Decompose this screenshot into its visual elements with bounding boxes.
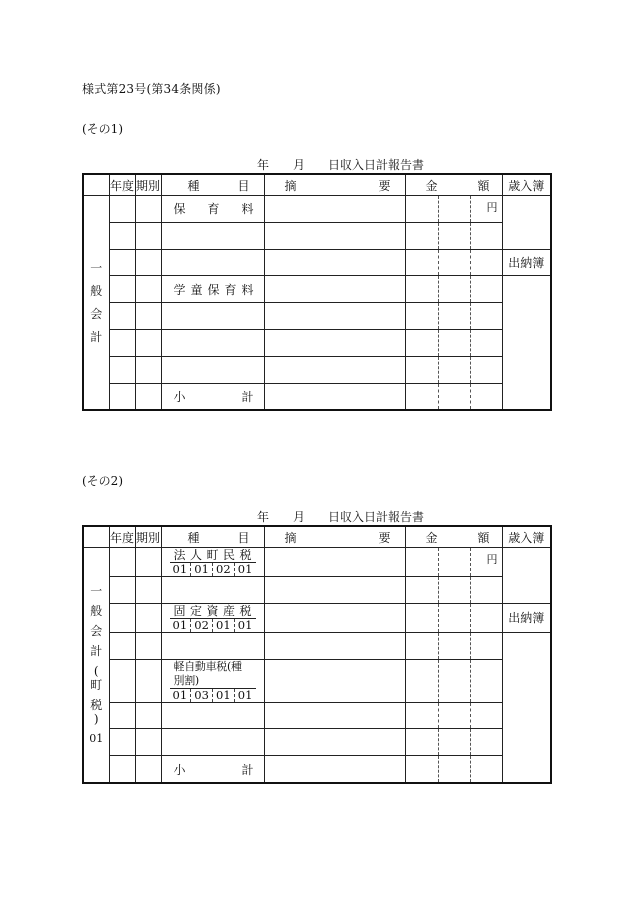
header-amount: 金 額 bbox=[405, 174, 502, 196]
table-row bbox=[83, 222, 551, 249]
table-header-row bbox=[83, 174, 551, 196]
part2-label: (その2) bbox=[82, 474, 123, 488]
summary-cell[interactable] bbox=[264, 222, 405, 249]
item-cell[interactable] bbox=[161, 632, 264, 659]
summary-cell[interactable] bbox=[264, 276, 405, 303]
item-cell[interactable] bbox=[161, 577, 264, 604]
ledger-book-label: 出納簿 bbox=[502, 249, 551, 276]
period-cell[interactable] bbox=[135, 303, 161, 330]
period-cell[interactable] bbox=[135, 659, 161, 702]
period-cell[interactable] bbox=[135, 548, 161, 577]
table-row bbox=[83, 196, 551, 223]
summary-cell[interactable] bbox=[264, 329, 405, 356]
table-row bbox=[83, 603, 551, 632]
amount-cell[interactable] bbox=[438, 329, 470, 356]
title-text: 日収入日計報告書 bbox=[328, 158, 425, 172]
fiscal-year-cell[interactable] bbox=[109, 729, 135, 756]
table-row bbox=[83, 577, 551, 604]
item-cell[interactable] bbox=[161, 356, 264, 383]
period-cell[interactable] bbox=[135, 276, 161, 303]
amount-cell[interactable] bbox=[405, 632, 438, 659]
amount-cell[interactable] bbox=[405, 276, 438, 303]
amount-cell[interactable] bbox=[470, 756, 502, 783]
item-subtotal: 小 計 bbox=[161, 383, 264, 410]
amount-cell[interactable] bbox=[405, 729, 438, 756]
amount-cell[interactable] bbox=[438, 756, 470, 783]
account-code: 01 02 01 01 bbox=[170, 619, 256, 632]
amount-cell[interactable] bbox=[438, 729, 470, 756]
part1-label: (その1) bbox=[82, 122, 123, 136]
title-text: 日収入日計報告書 bbox=[328, 510, 425, 524]
header-summary: 摘 要 bbox=[264, 174, 405, 196]
header-income-book: 歳入簿 bbox=[502, 526, 551, 548]
amount-cell[interactable] bbox=[438, 632, 470, 659]
amount-cell[interactable] bbox=[438, 659, 470, 702]
amount-cell[interactable] bbox=[470, 702, 502, 729]
amount-cell[interactable] bbox=[438, 196, 470, 223]
table-row bbox=[83, 632, 551, 659]
fiscal-year-cell[interactable] bbox=[109, 303, 135, 330]
table-row bbox=[83, 329, 551, 356]
period-cell[interactable] bbox=[135, 577, 161, 604]
summary-cell[interactable] bbox=[264, 548, 405, 577]
amount-cell[interactable] bbox=[405, 577, 438, 604]
part1-report-title bbox=[0, 156, 630, 172]
header-fiscal-year: 年度 bbox=[109, 526, 135, 548]
amount-cell[interactable] bbox=[470, 356, 502, 383]
fiscal-year-cell[interactable] bbox=[109, 249, 135, 276]
table-row bbox=[83, 548, 551, 577]
table-row bbox=[83, 756, 551, 783]
period-cell[interactable] bbox=[135, 383, 161, 410]
table-row bbox=[83, 702, 551, 729]
amount-cell[interactable] bbox=[405, 356, 438, 383]
amount-cell[interactable] bbox=[470, 329, 502, 356]
period-cell[interactable] bbox=[135, 756, 161, 783]
amount-cell[interactable] bbox=[405, 603, 438, 632]
part1-report-table bbox=[82, 173, 552, 411]
amount-cell[interactable] bbox=[470, 383, 502, 410]
table-row bbox=[83, 356, 551, 383]
period-cell[interactable] bbox=[135, 632, 161, 659]
fiscal-year-cell[interactable] bbox=[109, 196, 135, 223]
amount-cell[interactable] bbox=[470, 303, 502, 330]
period-cell[interactable] bbox=[135, 729, 161, 756]
account-name-vertical: 一 般 会 計 ( 町 税 ) 01 bbox=[83, 548, 109, 783]
form-number-label: 様式第23号(第34条関係) bbox=[82, 82, 221, 96]
income-book-check-cell[interactable] bbox=[502, 548, 551, 604]
header-amount: 金 額 bbox=[405, 526, 502, 548]
fiscal-year-cell[interactable] bbox=[109, 577, 135, 604]
item-cell[interactable] bbox=[161, 249, 264, 276]
amount-cell[interactable] bbox=[438, 222, 470, 249]
table-row bbox=[83, 249, 551, 276]
header-period: 期別 bbox=[135, 526, 161, 548]
period-cell[interactable] bbox=[135, 603, 161, 632]
amount-cell[interactable] bbox=[470, 659, 502, 702]
amount-cell[interactable] bbox=[405, 756, 438, 783]
item-cell[interactable] bbox=[161, 222, 264, 249]
amount-cell[interactable] bbox=[470, 548, 502, 577]
amount-cell[interactable] bbox=[470, 222, 502, 249]
amount-cell[interactable] bbox=[470, 729, 502, 756]
amount-cell[interactable] bbox=[438, 548, 470, 577]
item-cell[interactable] bbox=[161, 329, 264, 356]
amount-cell[interactable] bbox=[405, 659, 438, 702]
item-cell[interactable] bbox=[161, 702, 264, 729]
header-fiscal-year: 年度 bbox=[109, 174, 135, 196]
summary-cell[interactable] bbox=[264, 383, 405, 410]
summary-cell[interactable] bbox=[264, 632, 405, 659]
item-cell[interactable] bbox=[161, 729, 264, 756]
header-item: 種 目 bbox=[161, 526, 264, 548]
summary-cell[interactable] bbox=[264, 249, 405, 276]
fiscal-year-cell[interactable] bbox=[109, 356, 135, 383]
header-blank bbox=[83, 526, 109, 548]
account-code: 01 01 02 01 bbox=[170, 563, 256, 576]
table-row bbox=[83, 303, 551, 330]
amount-cell[interactable] bbox=[470, 196, 502, 223]
ledger-book-label: 出納簿 bbox=[502, 603, 551, 632]
amount-cell[interactable] bbox=[470, 603, 502, 632]
amount-cell[interactable] bbox=[470, 276, 502, 303]
item-subtotal: 小 計 bbox=[161, 756, 264, 783]
period-cell[interactable] bbox=[135, 329, 161, 356]
fiscal-year-cell[interactable] bbox=[109, 756, 135, 783]
fiscal-year-cell[interactable] bbox=[109, 383, 135, 410]
period-cell[interactable] bbox=[135, 196, 161, 223]
summary-cell[interactable] bbox=[264, 702, 405, 729]
summary-cell[interactable] bbox=[264, 729, 405, 756]
fiscal-year-cell[interactable] bbox=[109, 603, 135, 632]
fiscal-year-cell[interactable] bbox=[109, 548, 135, 577]
amount-cell[interactable] bbox=[438, 276, 470, 303]
income-book-check-cell[interactable] bbox=[502, 196, 551, 250]
summary-cell[interactable] bbox=[264, 659, 405, 702]
account-name-vertical: 一 般 会 計 bbox=[83, 196, 109, 411]
period-cell[interactable] bbox=[135, 702, 161, 729]
fiscal-year-cell[interactable] bbox=[109, 329, 135, 356]
period-cell[interactable] bbox=[135, 249, 161, 276]
amount-cell[interactable] bbox=[438, 356, 470, 383]
amount-cell[interactable] bbox=[470, 577, 502, 604]
amount-cell[interactable] bbox=[438, 249, 470, 276]
item-hojin-chominzei: 法 人 町 民 税 01 01 02 01 bbox=[161, 548, 264, 577]
fiscal-year-cell[interactable] bbox=[109, 702, 135, 729]
ledger-book-check-cell[interactable] bbox=[502, 276, 551, 410]
header-blank bbox=[83, 174, 109, 196]
title-year: 年 bbox=[257, 510, 270, 524]
fiscal-year-cell[interactable] bbox=[109, 659, 135, 702]
fiscal-year-cell[interactable] bbox=[109, 632, 135, 659]
table-row bbox=[83, 659, 551, 702]
table-header-row bbox=[83, 526, 551, 548]
part2-report-title bbox=[0, 508, 630, 524]
summary-cell[interactable] bbox=[264, 603, 405, 632]
item-kotei-shisanzei: 固 定 資 産 税 01 02 01 01 bbox=[161, 603, 264, 632]
item-gakudo: 学 童 保 育 料 bbox=[161, 276, 264, 303]
amount-cell[interactable] bbox=[470, 632, 502, 659]
summary-cell[interactable] bbox=[264, 303, 405, 330]
summary-cell[interactable] bbox=[264, 356, 405, 383]
period-cell[interactable] bbox=[135, 356, 161, 383]
amount-cell[interactable] bbox=[405, 329, 438, 356]
title-month: 月 bbox=[293, 158, 306, 172]
amount-cell[interactable] bbox=[405, 383, 438, 410]
amount-cell[interactable] bbox=[405, 196, 438, 223]
amount-cell[interactable] bbox=[438, 303, 470, 330]
amount-cell[interactable] bbox=[405, 222, 438, 249]
header-item: 種 目 bbox=[161, 174, 264, 196]
header-period: 期別 bbox=[135, 174, 161, 196]
amount-cell[interactable] bbox=[470, 249, 502, 276]
item-cell[interactable] bbox=[161, 303, 264, 330]
fiscal-year-cell[interactable] bbox=[109, 222, 135, 249]
account-code: 01 03 01 01 bbox=[170, 689, 256, 702]
period-cell[interactable] bbox=[135, 222, 161, 249]
yen-unit: 円 bbox=[486, 201, 498, 214]
amount-cell[interactable] bbox=[405, 548, 438, 577]
amount-cell[interactable] bbox=[405, 249, 438, 276]
yen-unit: 円 bbox=[486, 553, 498, 566]
amount-cell[interactable] bbox=[438, 383, 470, 410]
fiscal-year-cell[interactable] bbox=[109, 276, 135, 303]
table-row bbox=[83, 383, 551, 410]
item-keijidoshazei: 軽自動車税(種別割) 01 03 01 01 bbox=[161, 659, 264, 702]
item-hoiku: 保 育 料 bbox=[161, 196, 264, 223]
title-year: 年 bbox=[257, 158, 270, 172]
amount-cell[interactable] bbox=[438, 603, 470, 632]
table-row bbox=[83, 729, 551, 756]
summary-cell[interactable] bbox=[264, 756, 405, 783]
summary-cell[interactable] bbox=[264, 577, 405, 604]
summary-cell[interactable] bbox=[264, 196, 405, 223]
ledger-book-check-cell[interactable] bbox=[502, 632, 551, 783]
amount-cell[interactable] bbox=[405, 702, 438, 729]
title-month: 月 bbox=[293, 510, 306, 524]
header-income-book: 歳入簿 bbox=[502, 174, 551, 196]
header-summary: 摘 要 bbox=[264, 526, 405, 548]
table-row bbox=[83, 276, 551, 303]
amount-cell[interactable] bbox=[405, 303, 438, 330]
amount-cell[interactable] bbox=[438, 577, 470, 604]
part2-report-table bbox=[82, 525, 552, 784]
amount-cell[interactable] bbox=[438, 702, 470, 729]
